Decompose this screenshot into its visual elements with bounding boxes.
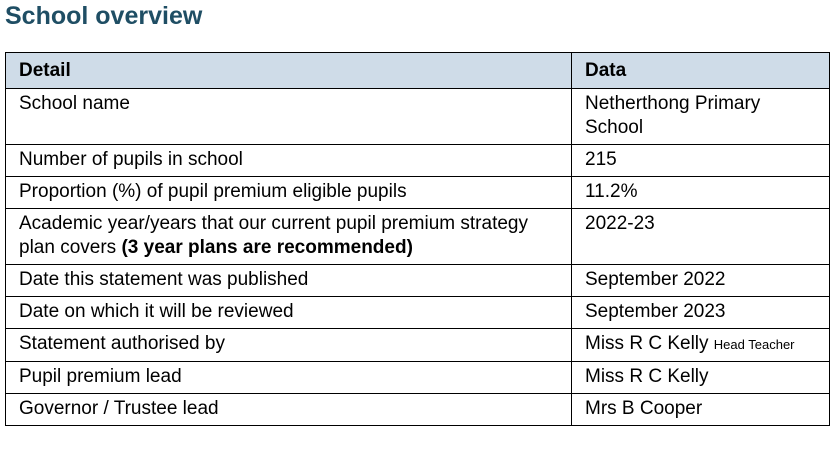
row-detail: Pupil premium lead <box>6 362 572 394</box>
row-data-note: Head Teacher <box>713 337 795 352</box>
table-row <box>6 394 830 426</box>
row-data: September 2022 <box>572 265 830 297</box>
row-data-text: Miss R C Kelly <box>585 333 709 354</box>
row-data: Mrs B Cooper <box>572 394 830 426</box>
row-detail: Date on which it will be reviewed <box>6 297 572 329</box>
table-row <box>6 177 830 209</box>
row-data: September 2023 <box>572 297 830 329</box>
row-detail: Proportion (%) of pupil premium eligible pupils <box>6 177 572 209</box>
table-row <box>6 89 830 145</box>
page-title: School overview <box>5 2 203 30</box>
row-detail: Governor / Trustee lead <box>6 394 572 426</box>
row-detail: School name <box>6 89 572 145</box>
row-detail: Number of pupils in school <box>6 145 572 177</box>
table-row <box>6 265 830 297</box>
table-header-row <box>6 53 830 89</box>
row-data <box>572 329 830 362</box>
table-row <box>6 145 830 177</box>
row-detail-text: Academic year/years that our current pupil premium strategy plan covers <box>19 213 528 258</box>
row-detail: Date this statement was published <box>6 265 572 297</box>
row-data: 215 <box>572 145 830 177</box>
row-data: 2022-23 <box>572 209 830 265</box>
table-row <box>6 362 830 394</box>
column-header-data: Data <box>572 53 830 89</box>
row-detail-emphasis: (3 year plans are recommended) <box>121 237 413 258</box>
row-detail <box>6 209 572 265</box>
row-data: Miss R C Kelly <box>572 362 830 394</box>
row-detail: Statement authorised by <box>6 329 572 362</box>
table-row <box>6 329 830 362</box>
school-overview-table <box>5 52 830 426</box>
column-header-detail: Detail <box>6 53 572 89</box>
table-row <box>6 209 830 265</box>
row-data: 11.2% <box>572 177 830 209</box>
table-row <box>6 297 830 329</box>
row-data: Netherthong Primary School <box>572 89 830 145</box>
